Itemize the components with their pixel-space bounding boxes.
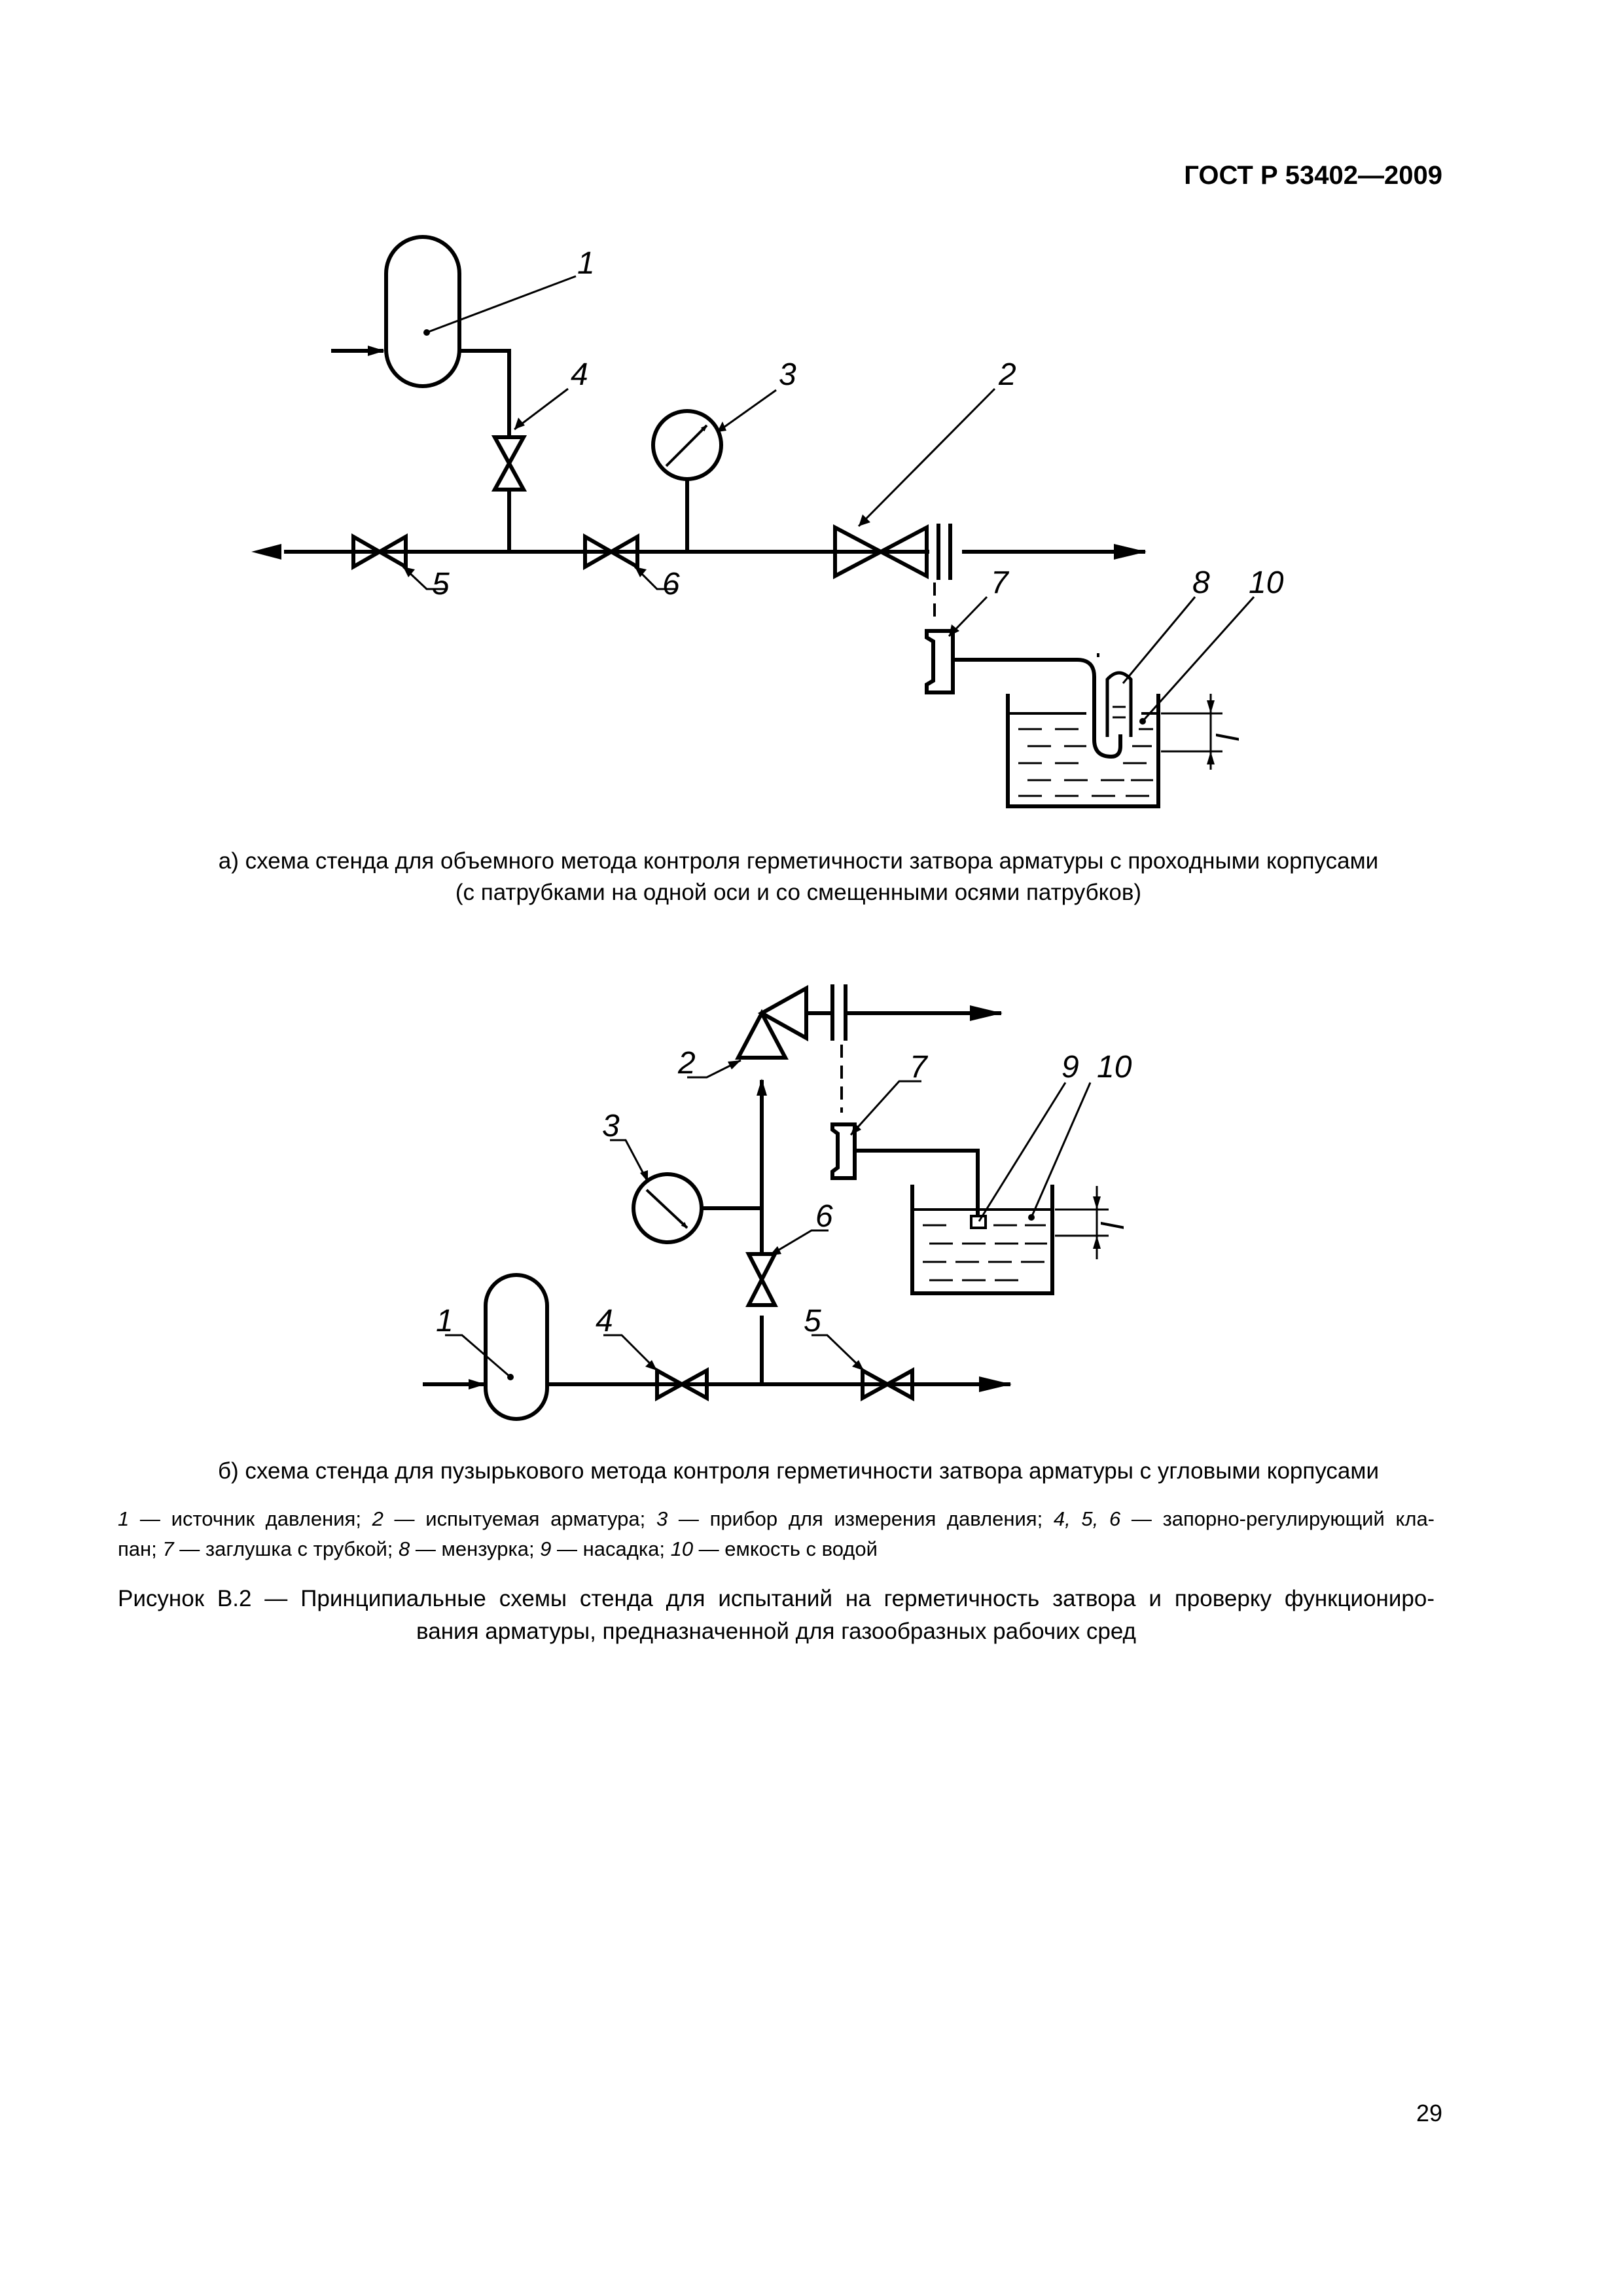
legend-text: заглушка с трубкой (205, 1537, 387, 1560)
label-6-b: 6 (815, 1199, 833, 1234)
label-1-b: 1 (436, 1304, 454, 1338)
nozzle-b (971, 1216, 986, 1228)
legend-text: испытуемая арматура (425, 1507, 640, 1530)
water-tank-b (912, 1185, 1052, 1293)
legend-num: 1 (118, 1507, 130, 1530)
leader-3-a (717, 390, 776, 432)
caption-a-line1: а) схема стенда для объемного метода контроля герметичности затвора арматуры с проходными корпусами (218, 848, 1379, 874)
figure-title (118, 1583, 1435, 1648)
legend-num: 4, 5, 6 (1053, 1507, 1121, 1530)
legend-num: 3 (656, 1507, 668, 1530)
level-symbol-b: l (1094, 1221, 1128, 1229)
source-outlet-a (459, 351, 509, 437)
water-tank-a (1008, 694, 1158, 806)
legend-text: источник давления (171, 1507, 356, 1530)
tube-a (953, 660, 1120, 757)
leader-10-a (1143, 597, 1254, 721)
figure-title-line2: вания арматуры, предназначенной для газообразных рабочих сред (416, 1619, 1136, 1644)
legend: 1 — источник давления; 2 — испытуемая арматура; 3 — прибор для измерения давления; 4, 5, 6 — запорно-регулирующий кла- пан; 7 — заглушка с трубкой; 8 — мензурка; 9 — насадка; 10 — емкость с водой (118, 1507, 1435, 1560)
plug-with-tube-a (927, 631, 953, 692)
label-3-a: 3 (779, 357, 796, 392)
document-header: ГОСТ Р 53402—2009 (1184, 161, 1442, 190)
label-7-a: 7 (991, 565, 1008, 600)
legend-text: емкость с водой (724, 1537, 878, 1560)
label-9-b: 9 (1061, 1050, 1079, 1085)
legend-num: 8 (399, 1537, 410, 1560)
page-number: 29 (1416, 2100, 1442, 2126)
label-10-a: 10 (1249, 565, 1284, 600)
legend-text: пан (118, 1537, 152, 1560)
legend-text: насадка (582, 1537, 660, 1560)
caption-b: б) схема стенда для пузырькового метода контроля герметичности затвора арматуры с угловыми корпусами (217, 1458, 1380, 1484)
leader-2-a (859, 389, 995, 526)
figure-title-line1: Рисунок В.2 — Принципиальные схемы стенда для испытаний на герметичность затвора и проверку функциониро- (118, 1586, 1435, 1611)
legend-text: запорно-регулирующий кла- (1162, 1507, 1435, 1530)
label-10-b: 10 (1097, 1050, 1132, 1085)
label-2-a: 2 (999, 357, 1016, 392)
label-3-b: 3 (602, 1109, 620, 1143)
tested-valve-b (738, 1013, 785, 1058)
plug-with-tube-b (832, 1124, 855, 1178)
diagram-a (251, 237, 1254, 806)
legend-text: прибор для измерения давления (709, 1507, 1037, 1530)
leader-10-b (1031, 1083, 1090, 1217)
labels-a (432, 246, 1284, 741)
label-4-b: 4 (596, 1304, 613, 1338)
valve-4-a (495, 437, 524, 490)
leader-8-a (1123, 597, 1195, 683)
tube-b (855, 1151, 978, 1216)
legend-num: 2 (372, 1507, 383, 1530)
inlet-arrow-left-a (251, 544, 281, 560)
label-4-a: 4 (571, 357, 588, 392)
pressure-source-a (386, 237, 459, 386)
burette-a (1107, 673, 1131, 737)
leader-1-b (445, 1335, 510, 1377)
label-7-b: 7 (910, 1050, 927, 1085)
diagram-b (423, 984, 1109, 1419)
caption-a-line2: (с патрубками на одной оси и со смещенными осями патрубков) (455, 880, 1142, 905)
label-6-a: 6 (662, 567, 680, 601)
legend-num: 9 (540, 1537, 552, 1560)
leader-1-a (427, 276, 576, 332)
label-5-b: 5 (804, 1304, 821, 1338)
pressure-source-b (486, 1275, 547, 1419)
legend-num: 7 (162, 1537, 174, 1560)
label-5-a: 5 (432, 567, 450, 601)
label-1-a: 1 (577, 246, 595, 281)
level-symbol-a: l (1209, 733, 1243, 740)
legend-text: мензурка (441, 1537, 529, 1560)
label-2-b: 2 (678, 1046, 696, 1081)
label-8-a: 8 (1192, 565, 1210, 600)
leader-7-b (851, 1081, 921, 1135)
legend-num: 10 (670, 1537, 694, 1560)
valve-6-b (749, 1254, 775, 1305)
leader-3-b (610, 1140, 648, 1182)
caption-a (118, 846, 1479, 908)
